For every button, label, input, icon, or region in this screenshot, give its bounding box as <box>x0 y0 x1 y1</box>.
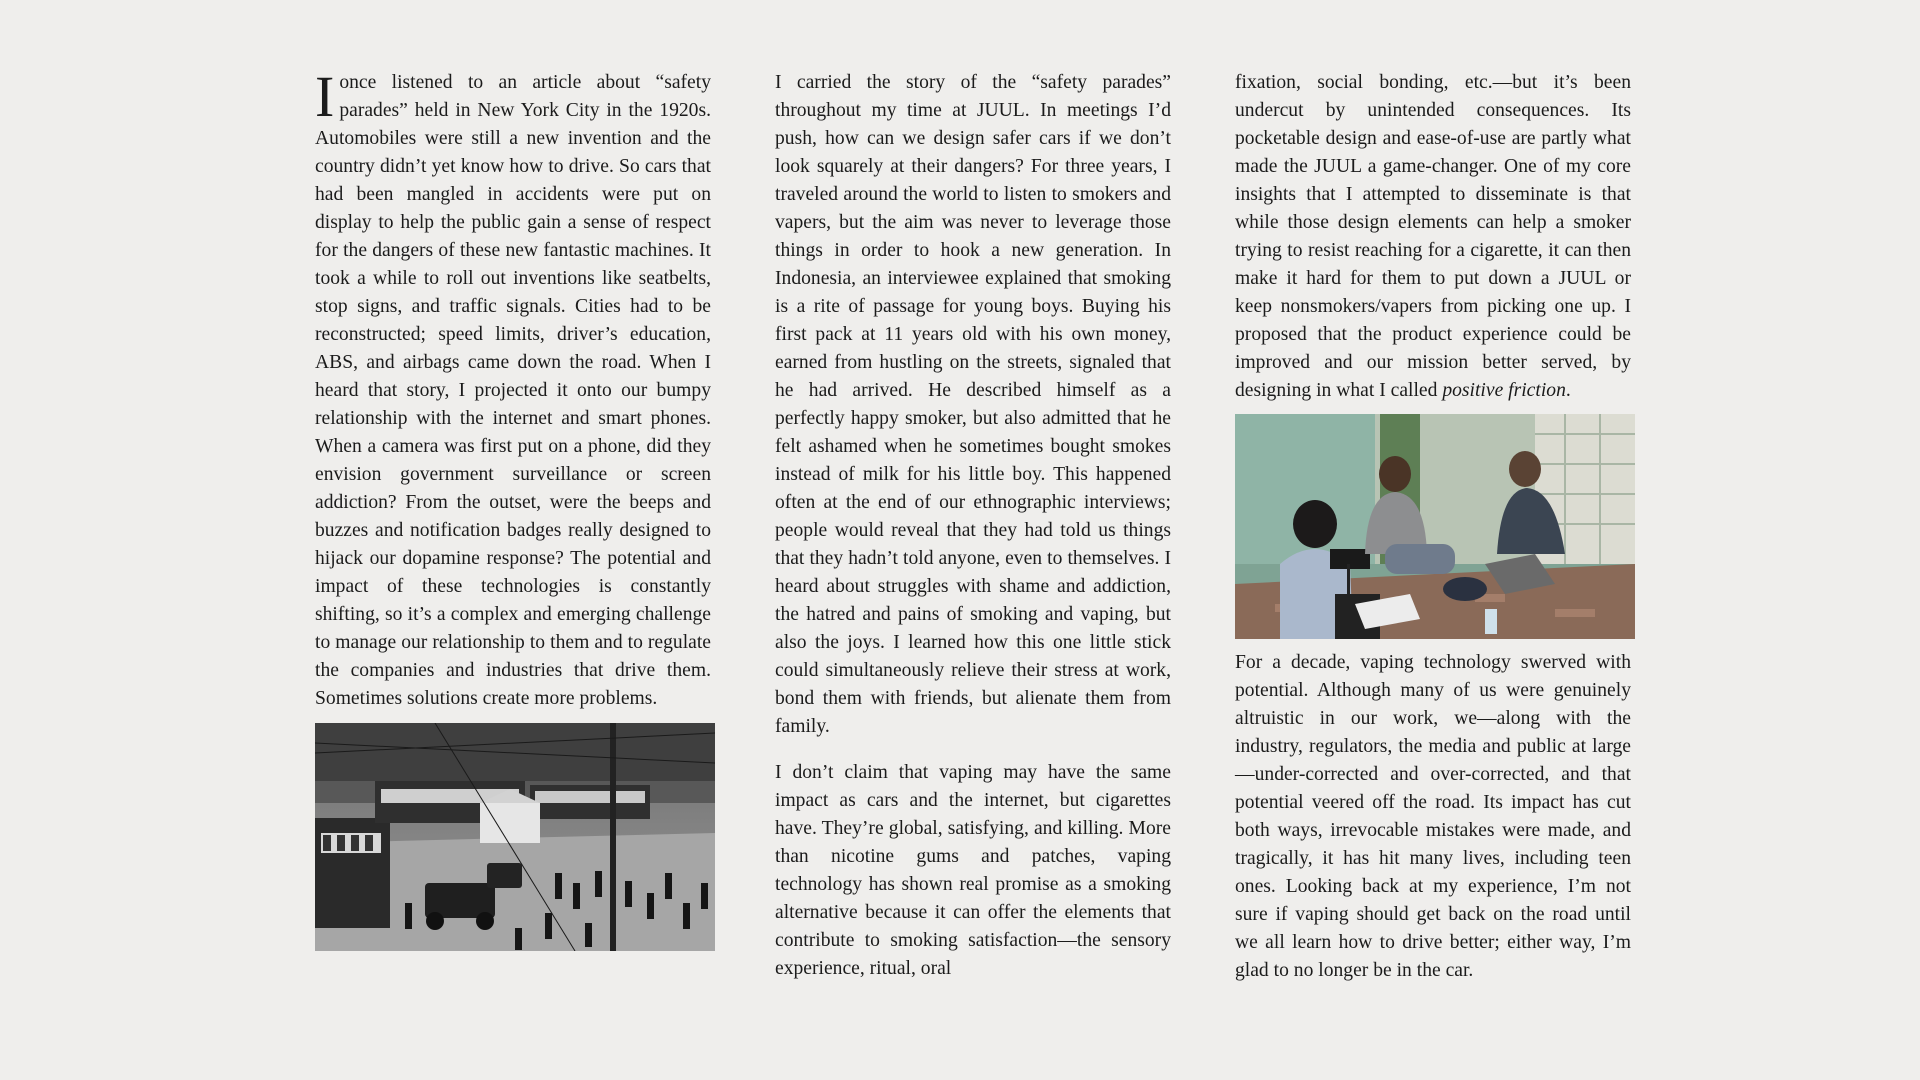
interview-illustration <box>1235 414 1635 639</box>
article-column-1 <box>315 64 711 951</box>
interview-photo <box>1235 414 1635 639</box>
paragraph-text: . <box>1565 380 1571 401</box>
paragraph-text: fixation, social bonding, etc.—but it’s been undercut by unintended consequences. Its pocketable design and ease-of-use are partly what made the JUUL a game-changer. One of my core insights that I attempted to disseminate is that while those design elements can help a smoker trying to resist reaching for a cigarette, it can then make it hard for them to put down a JUUL or keep nonsmokers/vapers from picking one up. I proposed that the product experience could be improved and our mission better served, by designing in what I called <box>1235 72 1631 401</box>
article-column-2 <box>775 69 1171 983</box>
street-scene-photo <box>315 723 715 951</box>
drop-cap: I <box>315 64 335 129</box>
paragraph <box>315 64 711 713</box>
paragraph <box>1235 69 1631 405</box>
street-scene-illustration <box>315 723 715 951</box>
article-column-3 <box>1235 69 1631 985</box>
paragraph: For a decade, vaping technology swerved with potential. Although many of us were genuinely altruistic in our work, we—along with the industry, regulators, the media and public at large—under-corrected and over-corrected, and that potential veered off the road. Its impact has cut both ways, irrevocable mistakes were made, and tragically, it has hit many lives, including teen ones. Looking back at my experience, I’m not sure if vaping should get back on the road until we all learn how to drive better; either way, I’m glad to no longer be in the car. <box>1235 652 1631 981</box>
paragraph: I carried the story of the “safety parades” throughout my time at JUUL. In meetings I’d push, how can we design safer cars if we don’t look squarely at their dangers? For three years, I traveled around the world to listen to smokers and vapers, but the aim was never to leverage those things in order to hook a new generation. In Indonesia, an interviewee explained that smoking is a rite of passage for young boys. Buying his first pack at 11 years old with his own money, earned from hustling on the streets, signaled that he had arrived. He described himself as a perfectly happy smoker, but also admitted that he felt ashamed when he sometimes bought smokes instead of milk for his little boy. This happened often at the end of our ethnographic interviews; people would reveal that they had told us things that they hadn’t told anyone, even to themselves. I heard about struggles with shame and addiction, the hatred and pains of smoking and vaping, but also the joys. I learned how this one little stick could simultaneously relieve their stress at work, bond them with friends, but alienate them from family. <box>775 72 1171 737</box>
paragraph: I don’t claim that vaping may have the same impact as cars and the internet, but cigarettes have. They’re global, satisfying, and killing. More than nicotine gums and patches, vaping technology has shown real promise as a smoking alternative because it can offer the elements that contribute to smoking satisfaction—the sensory experience, ritual, oral <box>775 762 1171 979</box>
emphasized-term: positive friction <box>1442 380 1566 401</box>
paragraph-text: once listened to an article about “safety parades” held in New York City in the 1920s. Automobiles were still a new invention and the country didn’t yet know how to drive. So cars that had been mangled in accidents were put on display to help the public gain a sense of respect for the dangers of these new fantastic machines. It took a while to roll out inventions like seatbelts, stop signs, and traffic signals. Cities had to be reconstructed; speed limits, driver’s education, ABS, and airbags came down the road. When I heard that story, I projected it onto our bumpy relationship with the internet and smart phones. When a camera was first put on a phone, did they envision government surveillance or screen addiction? From the outset, were the beeps and buzzes and notification badges really designed to hijack our dopamine response? The potential and impact of these technologies is constantly shifting, so it’s a complex and emerging challenge to manage our relationship to them and to regulate the companies and industries that drive them. Sometimes solutions create more problems. <box>315 72 711 709</box>
